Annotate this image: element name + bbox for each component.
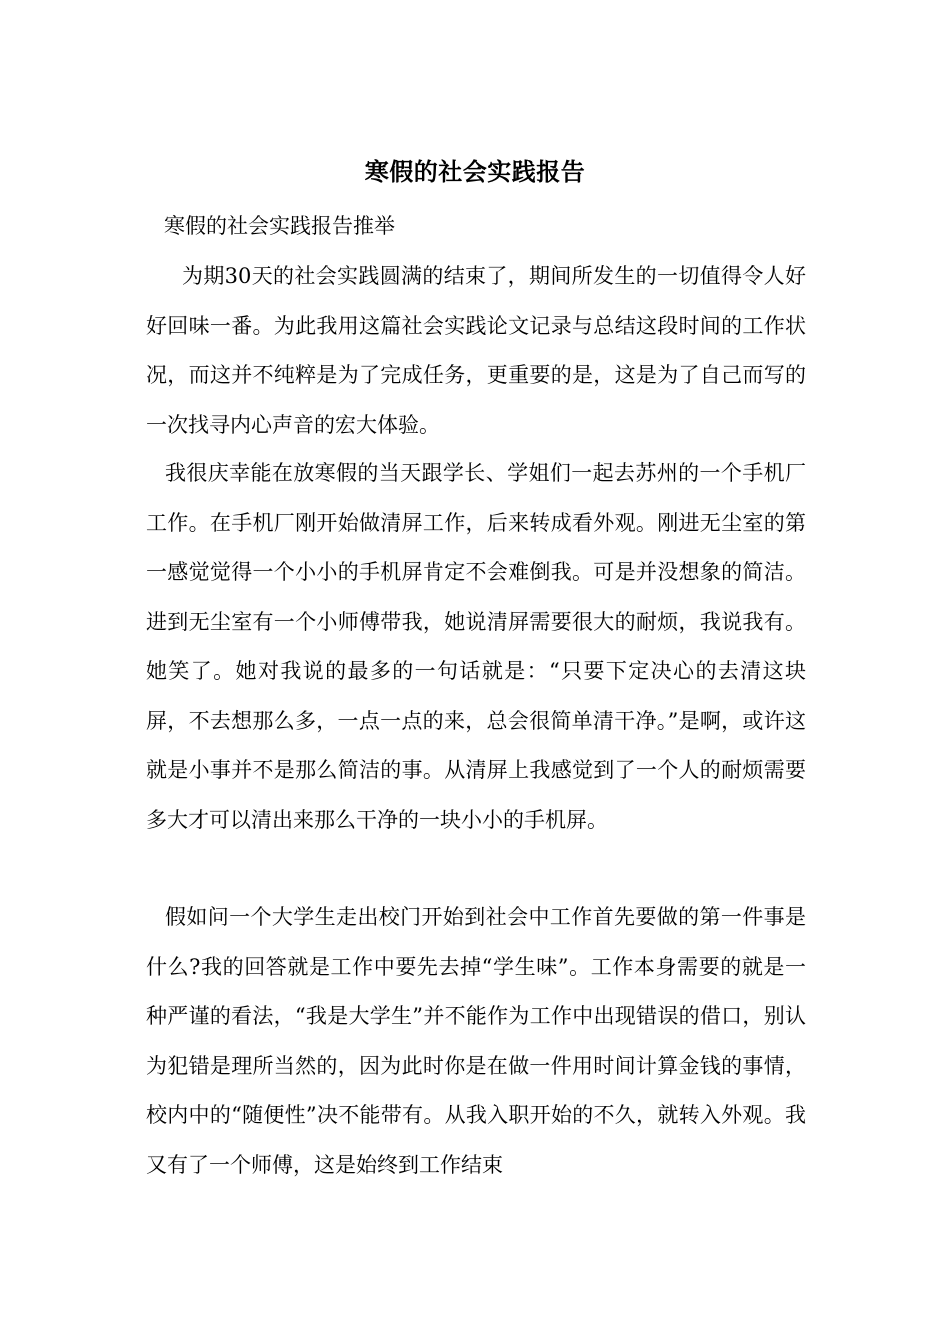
document-title: 寒假的社会实践报告 — [364, 157, 586, 186]
document-subtitle: 寒假的社会实践报告推举 — [164, 214, 395, 238]
paragraph-3: 假如问一个大学生走出校门开始到社会中工作首先要做的第一件事是什么?我的回答就是工作中要先去掉“学生味”。工作本身需要的就是一种严谨的看法，“我是大学生”并不能作为工作中出现错误的借口，别认为犯错是理所当然的，因为此时你是在做一件用时间计算金钱的事情，校内中的“随便性”决不能带有。从我入职开始的不久，就转入外观。我又有了一个师傅，这是始终到工作结束 — [146, 905, 806, 1177]
paragraph-1: 为期30天的社会实践圆满的结束了，期间所发生的一切值得令人好好回味一番。为此我用这篇社会实践论文记录与总结这段时间的工作状况，而这并不纯粹是为了完成任务，更重要的是，这是为了自己而写的一次找寻内心声音的宏大体验。 — [146, 264, 806, 437]
paragraph-2: 我很庆幸能在放寒假的当天跟学长、学姐们一起去苏州的一个手机厂工作。在手机厂刚开始做清屏工作，后来转成看外观。刚进无尘室的第一感觉觉得一个小小的手机屏肯定不会难倒我。可是并没想象的简洁。进到无尘室有一个小师傅带我，她说清屏需要很大的耐烦，我说我有。她笑了。她对我说的最多的一句话就是：“只要下定决心的去清这块屏，不去想那么多，一点一点的来，总会很简单清干净。”是啊，或许这就是小事并不是那么简洁的事。从清屏上我感觉到了一个人的耐烦需要多大才可以清出来那么干净的一块小小的手机屏。 — [146, 461, 806, 832]
